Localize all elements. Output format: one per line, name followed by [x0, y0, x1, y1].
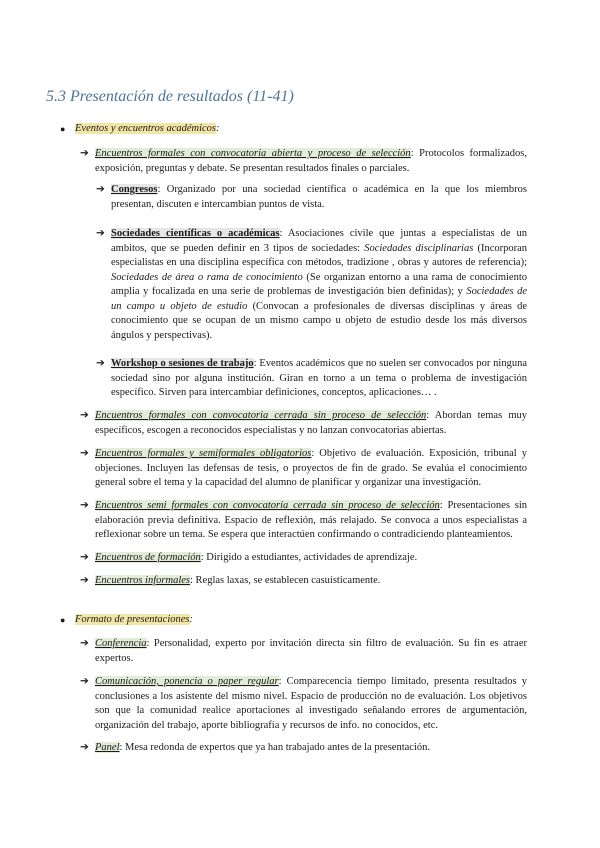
arrow-icon: ➔	[80, 676, 89, 687]
item-semiformales: ➔ Encuentros semi formales con convocatoria cerrada sin proceso de selección: Presentaciones sin elaboración previa definitiva. Espacio de reflexión, más relajado. Se convoca a unos especialistas a reflexionar sobre un tema. Se espera que interactúen confirmando o contradiciendo planteamientos.	[80, 499, 527, 543]
item-sociedades: ➔ Sociedades científicas o académicas: Asociaciones civile que juntas a especialistas de un ambitos, que se pueden definir en 3 tipos de sociedades: Sociedades disciplinarias (Incorporan especialistas en una disciplina específica con métodos, tradizione , obras y autores de referencia); Sociedades de área o rama de conocimiento (Se organizan entorno a una rama de conocimiento amplia y focalizada en una serie de problemas de investigación bien definidas); y Sociedades de un campo u objeto de estudio (Convocan a profesionales de diversas disciplinas y áreas de conocimiento que se ocupan de un mismo campo u objeto de estudio desde los más diversos ángulos y perspectivas).	[80, 227, 527, 343]
section-title: 5.3 Presentación de resultados (11-41)	[46, 88, 294, 105]
item-workshop: ➔ Workshop o sesiones de trabajo: Eventos académicos que no suelen ser convocados por ninguna sociedad sino por alguna institución. Giran en torno a un tema o problema de investigación específico. Sirven para intercambiar definiciones, conceptos, aplicaciones… .	[80, 357, 527, 401]
bullet-eventos	[60, 122, 530, 137]
bullet-dot-icon: ●	[60, 615, 66, 625]
arrow-icon: ➔	[80, 742, 89, 753]
arrow-icon: ➔	[80, 148, 89, 159]
formato-heading: Formato de presentaciones:	[75, 614, 194, 625]
arrow-icon: ➔	[96, 184, 105, 195]
item-abierta: ➔ Encuentros formales con convocatoria abierta y proceso de selección: Protocolos formalizados, exposición, preguntas y debate. Se presentan resultados finales o parciales.	[80, 147, 527, 176]
arrow-icon: ➔	[80, 552, 89, 563]
arrow-icon: ➔	[96, 228, 105, 239]
item-obligatorios: ➔ Encuentros formales y semiformales obligatorios: Objetivo de evaluación. Exposición, tribunal y objeciones. Incluyen las defensas de tesis, o proyectos de fin de grado. Se evalúa el conocimiento general sobre el tema y la capacidad del alumno de planificar y organizar una investigación.	[80, 447, 527, 491]
item-formacion: ➔ Encuentros de formación: Dirigido a estudiantes, actividades de aprendizaje.	[80, 551, 527, 566]
arrow-icon: ➔	[80, 500, 89, 511]
arrow-icon: ➔	[80, 638, 89, 649]
item-panel: ➔ Panel: Mesa redonda de expertos que ya han trabajado antes de la presentación.	[80, 741, 527, 756]
item-cerrada: ➔ Encuentros formales con convocatoria cerrada sin proceso de selección: Abordan temas muy específicos, escogen a reconocidos especialistas y no lanzan convocatorias abiertas.	[80, 409, 527, 438]
arrow-icon: ➔	[96, 358, 105, 369]
item-conferencia: ➔ Conferencia: Personalidad, experto por invitación directa sin filtro de evaluación. Su fin es atraer expertos.	[80, 637, 527, 666]
item-congresos: ➔ Congresos: Organizado por una sociedad científica o académica en la que los miembros presentan, discuten e intercambian puntos de vista.	[80, 183, 527, 212]
item-informales: ➔ Encuentros informales: Reglas laxas, se establecen casuísticamente.	[80, 574, 527, 589]
item-comunicacion: ➔ Comunicación, ponencia o paper regular: Comparecencia tiempo limitado, presenta resultados y conclusiones a los asistente del mismo nivel. Espacio de producción no de evaluación. Los objetivos son que la comunidad realice aportaciones al investigado señalando errores de argumentación, organización del trabajo, aporte bibliografía y recursos de info. no conocidos, etc.	[80, 675, 527, 733]
bullet-formato	[60, 613, 530, 628]
arrow-icon: ➔	[80, 448, 89, 459]
eventos-heading: Eventos y encuentros académicos:	[75, 123, 220, 134]
arrow-icon: ➔	[80, 410, 89, 421]
bullet-dot-icon: ●	[60, 124, 66, 134]
arrow-icon: ➔	[80, 575, 89, 586]
